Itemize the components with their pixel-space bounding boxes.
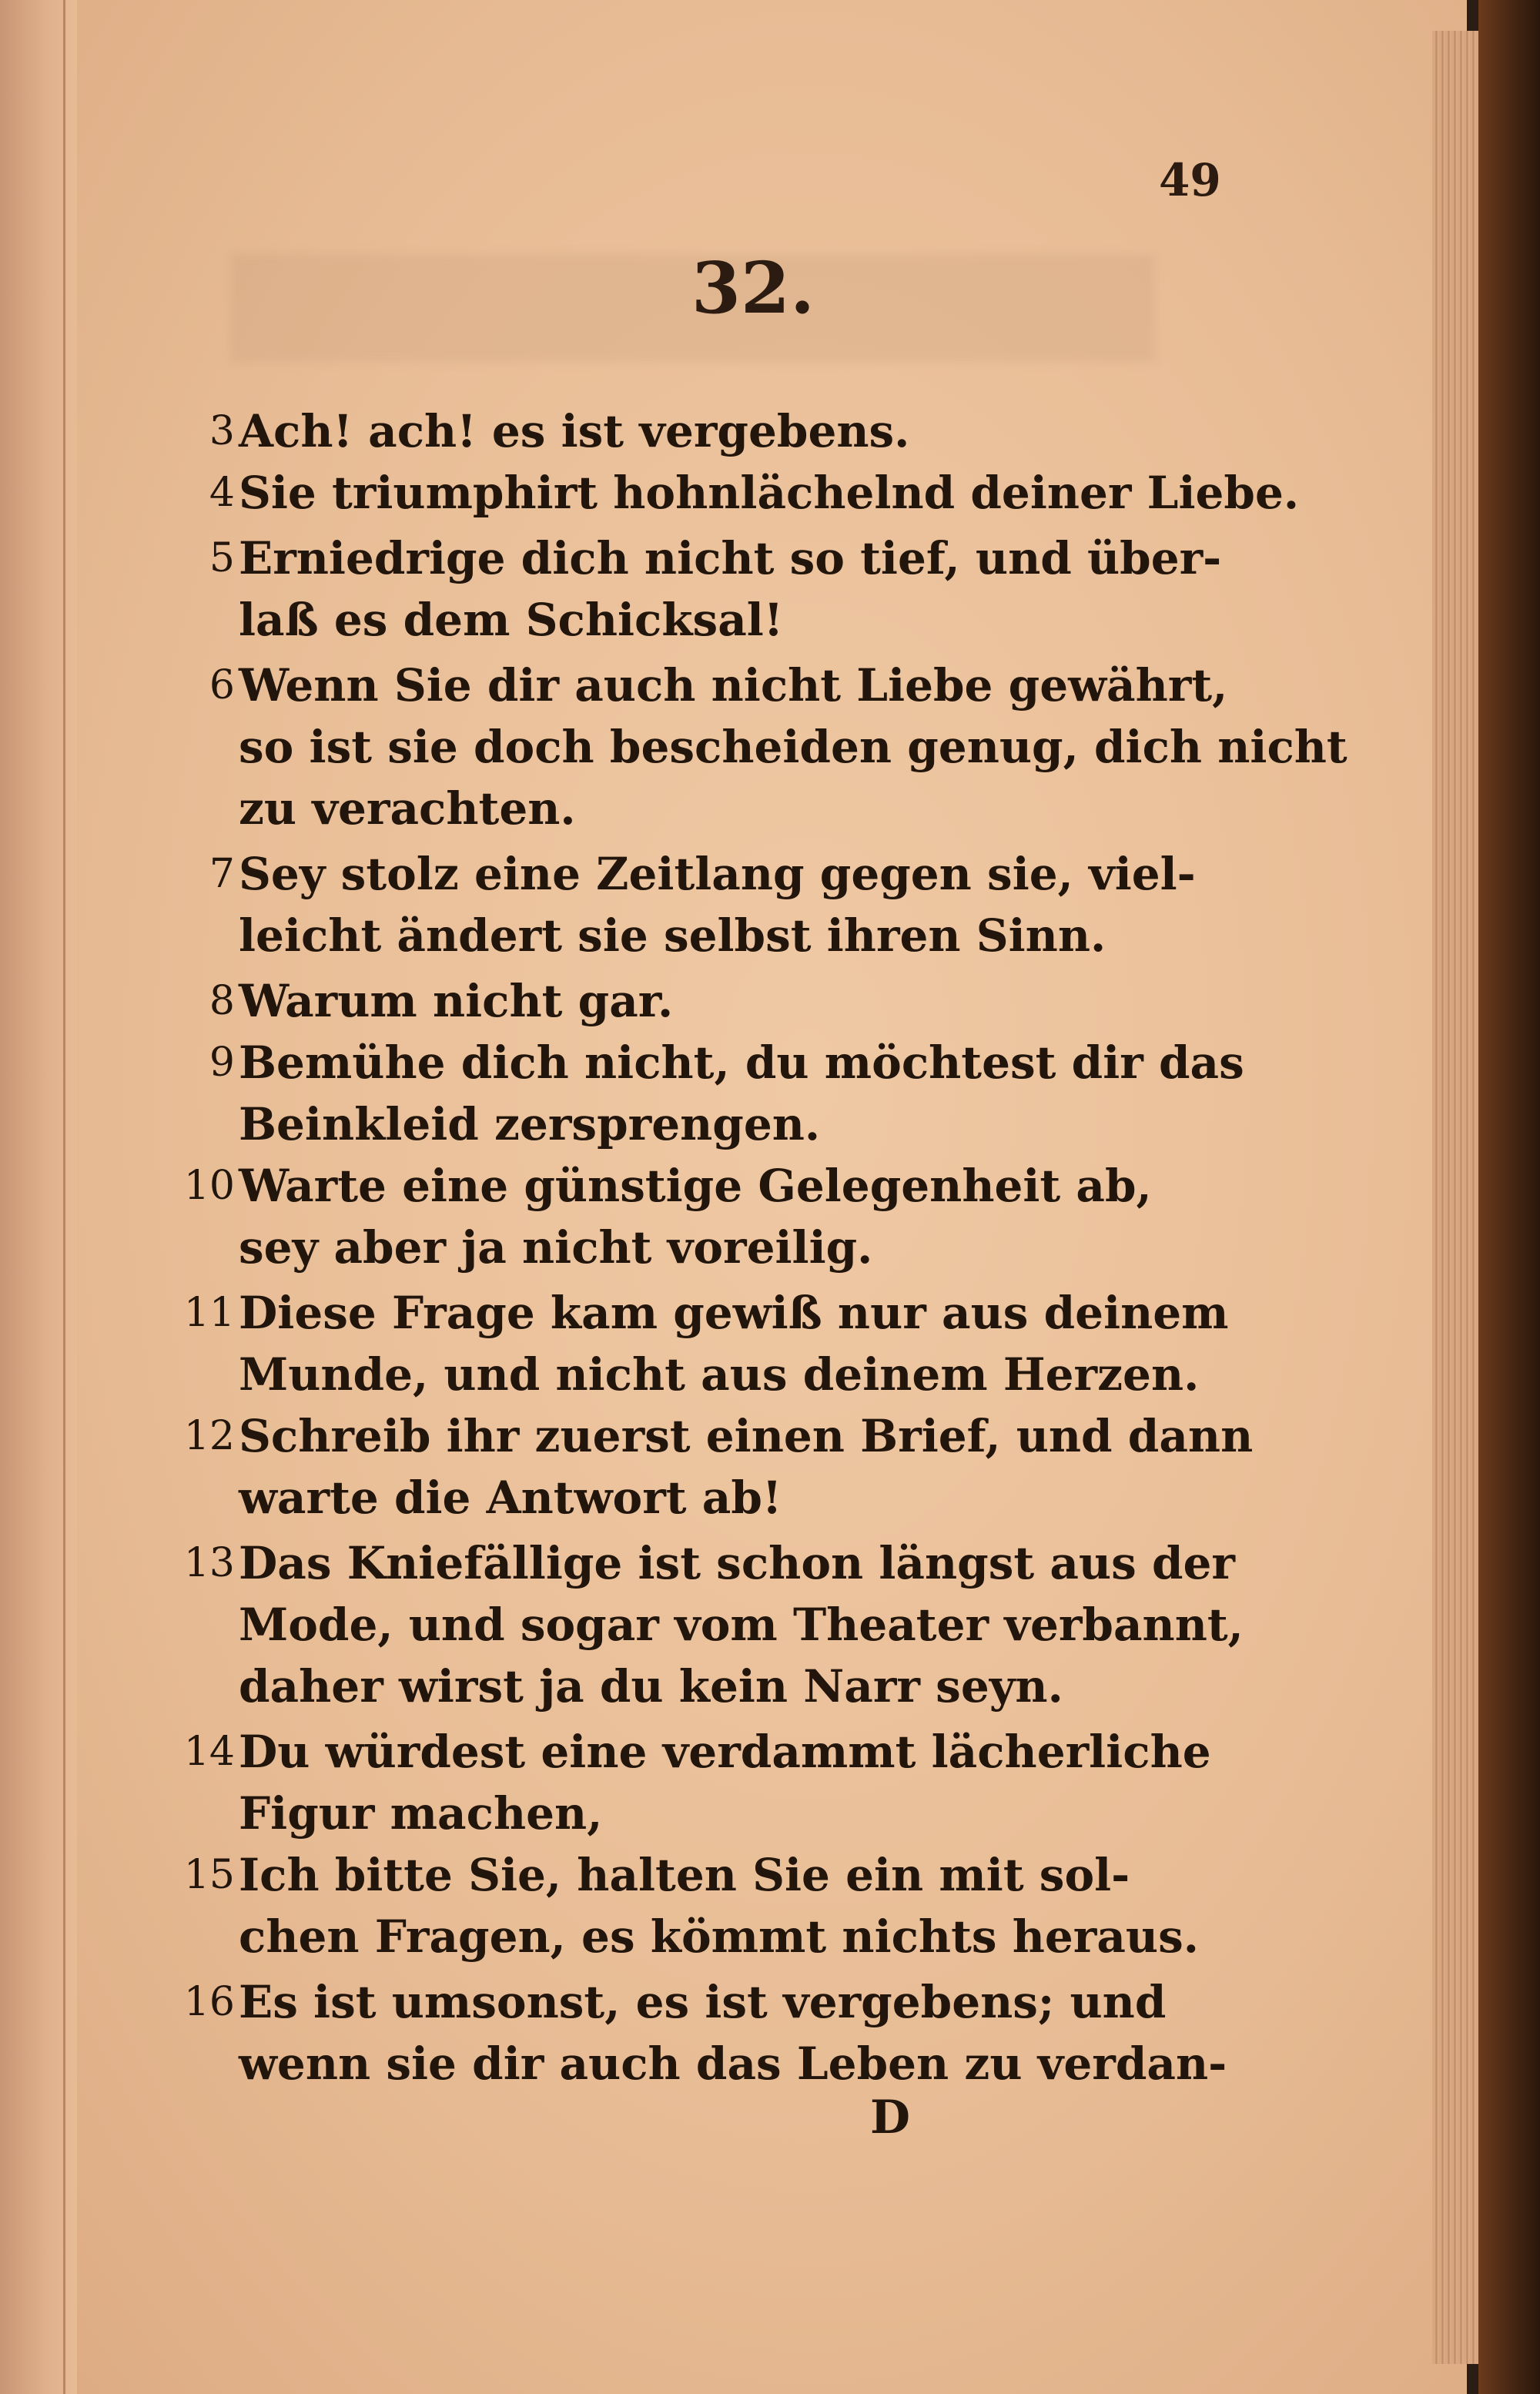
text-line bbox=[239, 1217, 1240, 1278]
line-text: warte die Antwort ab! bbox=[239, 1472, 782, 1524]
text-line bbox=[209, 655, 1240, 716]
line-number: 15 bbox=[183, 1852, 235, 1898]
line-number: 16 bbox=[183, 1979, 235, 2025]
text-line bbox=[209, 527, 1240, 589]
line-number: 11 bbox=[183, 1290, 235, 1336]
line-number: 6 bbox=[209, 662, 235, 708]
line-text: Diese Frage kam gewiß nur aus deinem bbox=[239, 1287, 1229, 1339]
line-text: Warum nicht gar. bbox=[239, 975, 674, 1027]
line-text: Bemühe dich nicht, du möchtest dir das bbox=[239, 1036, 1244, 1089]
text-line bbox=[239, 1093, 1240, 1155]
book-gutter bbox=[0, 0, 77, 2394]
line-text: Warte eine günstige Gelegenheit ab, bbox=[239, 1160, 1152, 1212]
line-text: Mode, und sogar vom Theater verbannt, bbox=[239, 1599, 1244, 1651]
line-text: Wenn Sie dir auch nicht Liebe gewährt, bbox=[239, 659, 1228, 712]
text-line bbox=[239, 1656, 1240, 1717]
line-text: Sey stolz eine Zeitlang gegen sie, viel- bbox=[239, 848, 1196, 900]
text-line bbox=[209, 1032, 1244, 1093]
text-line bbox=[239, 2033, 1240, 2094]
line-number: 13 bbox=[183, 1540, 235, 1586]
line-number: 10 bbox=[183, 1163, 235, 1209]
line-number: 4 bbox=[209, 470, 235, 516]
page-edges bbox=[1432, 31, 1478, 2364]
page-number: 49 bbox=[1159, 154, 1221, 206]
text-line bbox=[239, 1344, 1240, 1405]
line-text: zu verachten. bbox=[239, 782, 576, 835]
line-text: laß es dem Schicksal! bbox=[239, 594, 784, 646]
line-text: Das Kniefällige ist schon längst aus der bbox=[239, 1537, 1235, 1589]
text-line bbox=[239, 1906, 1240, 1967]
line-number: 5 bbox=[209, 535, 235, 581]
line-text: Schreib ihr zuerst einen Brief, und dann bbox=[239, 1410, 1254, 1462]
line-text: Beinkleid zersprengen. bbox=[239, 1098, 821, 1150]
text-line bbox=[239, 589, 1240, 651]
text-line bbox=[239, 1594, 1244, 1656]
text-line bbox=[183, 1282, 1240, 1344]
line-text: Munde, und nicht aus deinem Herzen. bbox=[239, 1348, 1200, 1401]
line-text: chen Fragen, es kömmt nichts heraus. bbox=[239, 1910, 1199, 1963]
line-number: 12 bbox=[183, 1413, 235, 1459]
line-number: 3 bbox=[209, 408, 235, 454]
signature-mark: D bbox=[870, 2091, 911, 2145]
text-line bbox=[183, 1844, 1240, 1906]
line-text: Ach! ach! es ist vergebens. bbox=[239, 405, 910, 457]
line-text: Figur machen, bbox=[239, 1787, 603, 1840]
line-text: sey aber ja nicht voreilig. bbox=[239, 1221, 873, 1274]
text-line bbox=[209, 462, 1300, 524]
line-text: Du würdest eine verdammt lächerliche bbox=[239, 1726, 1211, 1778]
line-text: daher wirst ja du kein Narr seyn. bbox=[239, 1660, 1063, 1713]
text-line bbox=[239, 905, 1240, 966]
text-line bbox=[209, 970, 1240, 1032]
line-text: Sie triumphirt hohnlächelnd deiner Liebe. bbox=[239, 467, 1300, 519]
line-text: leicht ändert sie selbst ihren Sinn. bbox=[239, 909, 1106, 962]
line-text: wenn sie dir auch das Leben zu verdan- bbox=[239, 2037, 1227, 2090]
text-line bbox=[183, 1405, 1254, 1467]
line-number: 8 bbox=[209, 978, 235, 1024]
text-line bbox=[183, 1532, 1240, 1594]
text-line bbox=[239, 716, 1348, 778]
text-line bbox=[209, 400, 1240, 462]
text-line bbox=[239, 1783, 1240, 1844]
chapter-number: 32. bbox=[691, 246, 815, 330]
text-line bbox=[239, 1467, 1240, 1528]
line-text: Ich bitte Sie, halten Sie ein mit sol- bbox=[239, 1849, 1130, 1901]
line-text: so ist sie doch bescheiden genug, dich nicht bbox=[239, 721, 1348, 773]
text-line bbox=[183, 1971, 1240, 2033]
text-line bbox=[183, 1721, 1240, 1783]
text-line bbox=[239, 778, 1240, 839]
line-number: 9 bbox=[209, 1040, 235, 1086]
text-line bbox=[183, 1155, 1240, 1217]
text-line bbox=[209, 843, 1240, 905]
line-number: 14 bbox=[183, 1729, 235, 1775]
cover-edge bbox=[1478, 0, 1540, 2394]
line-text: Es ist umsonst, es ist vergebens; und bbox=[239, 1976, 1167, 2028]
line-number: 7 bbox=[209, 851, 235, 897]
gutter-crease bbox=[63, 0, 65, 2394]
line-text: Erniedrige dich nicht so tief, und über- bbox=[239, 532, 1222, 584]
